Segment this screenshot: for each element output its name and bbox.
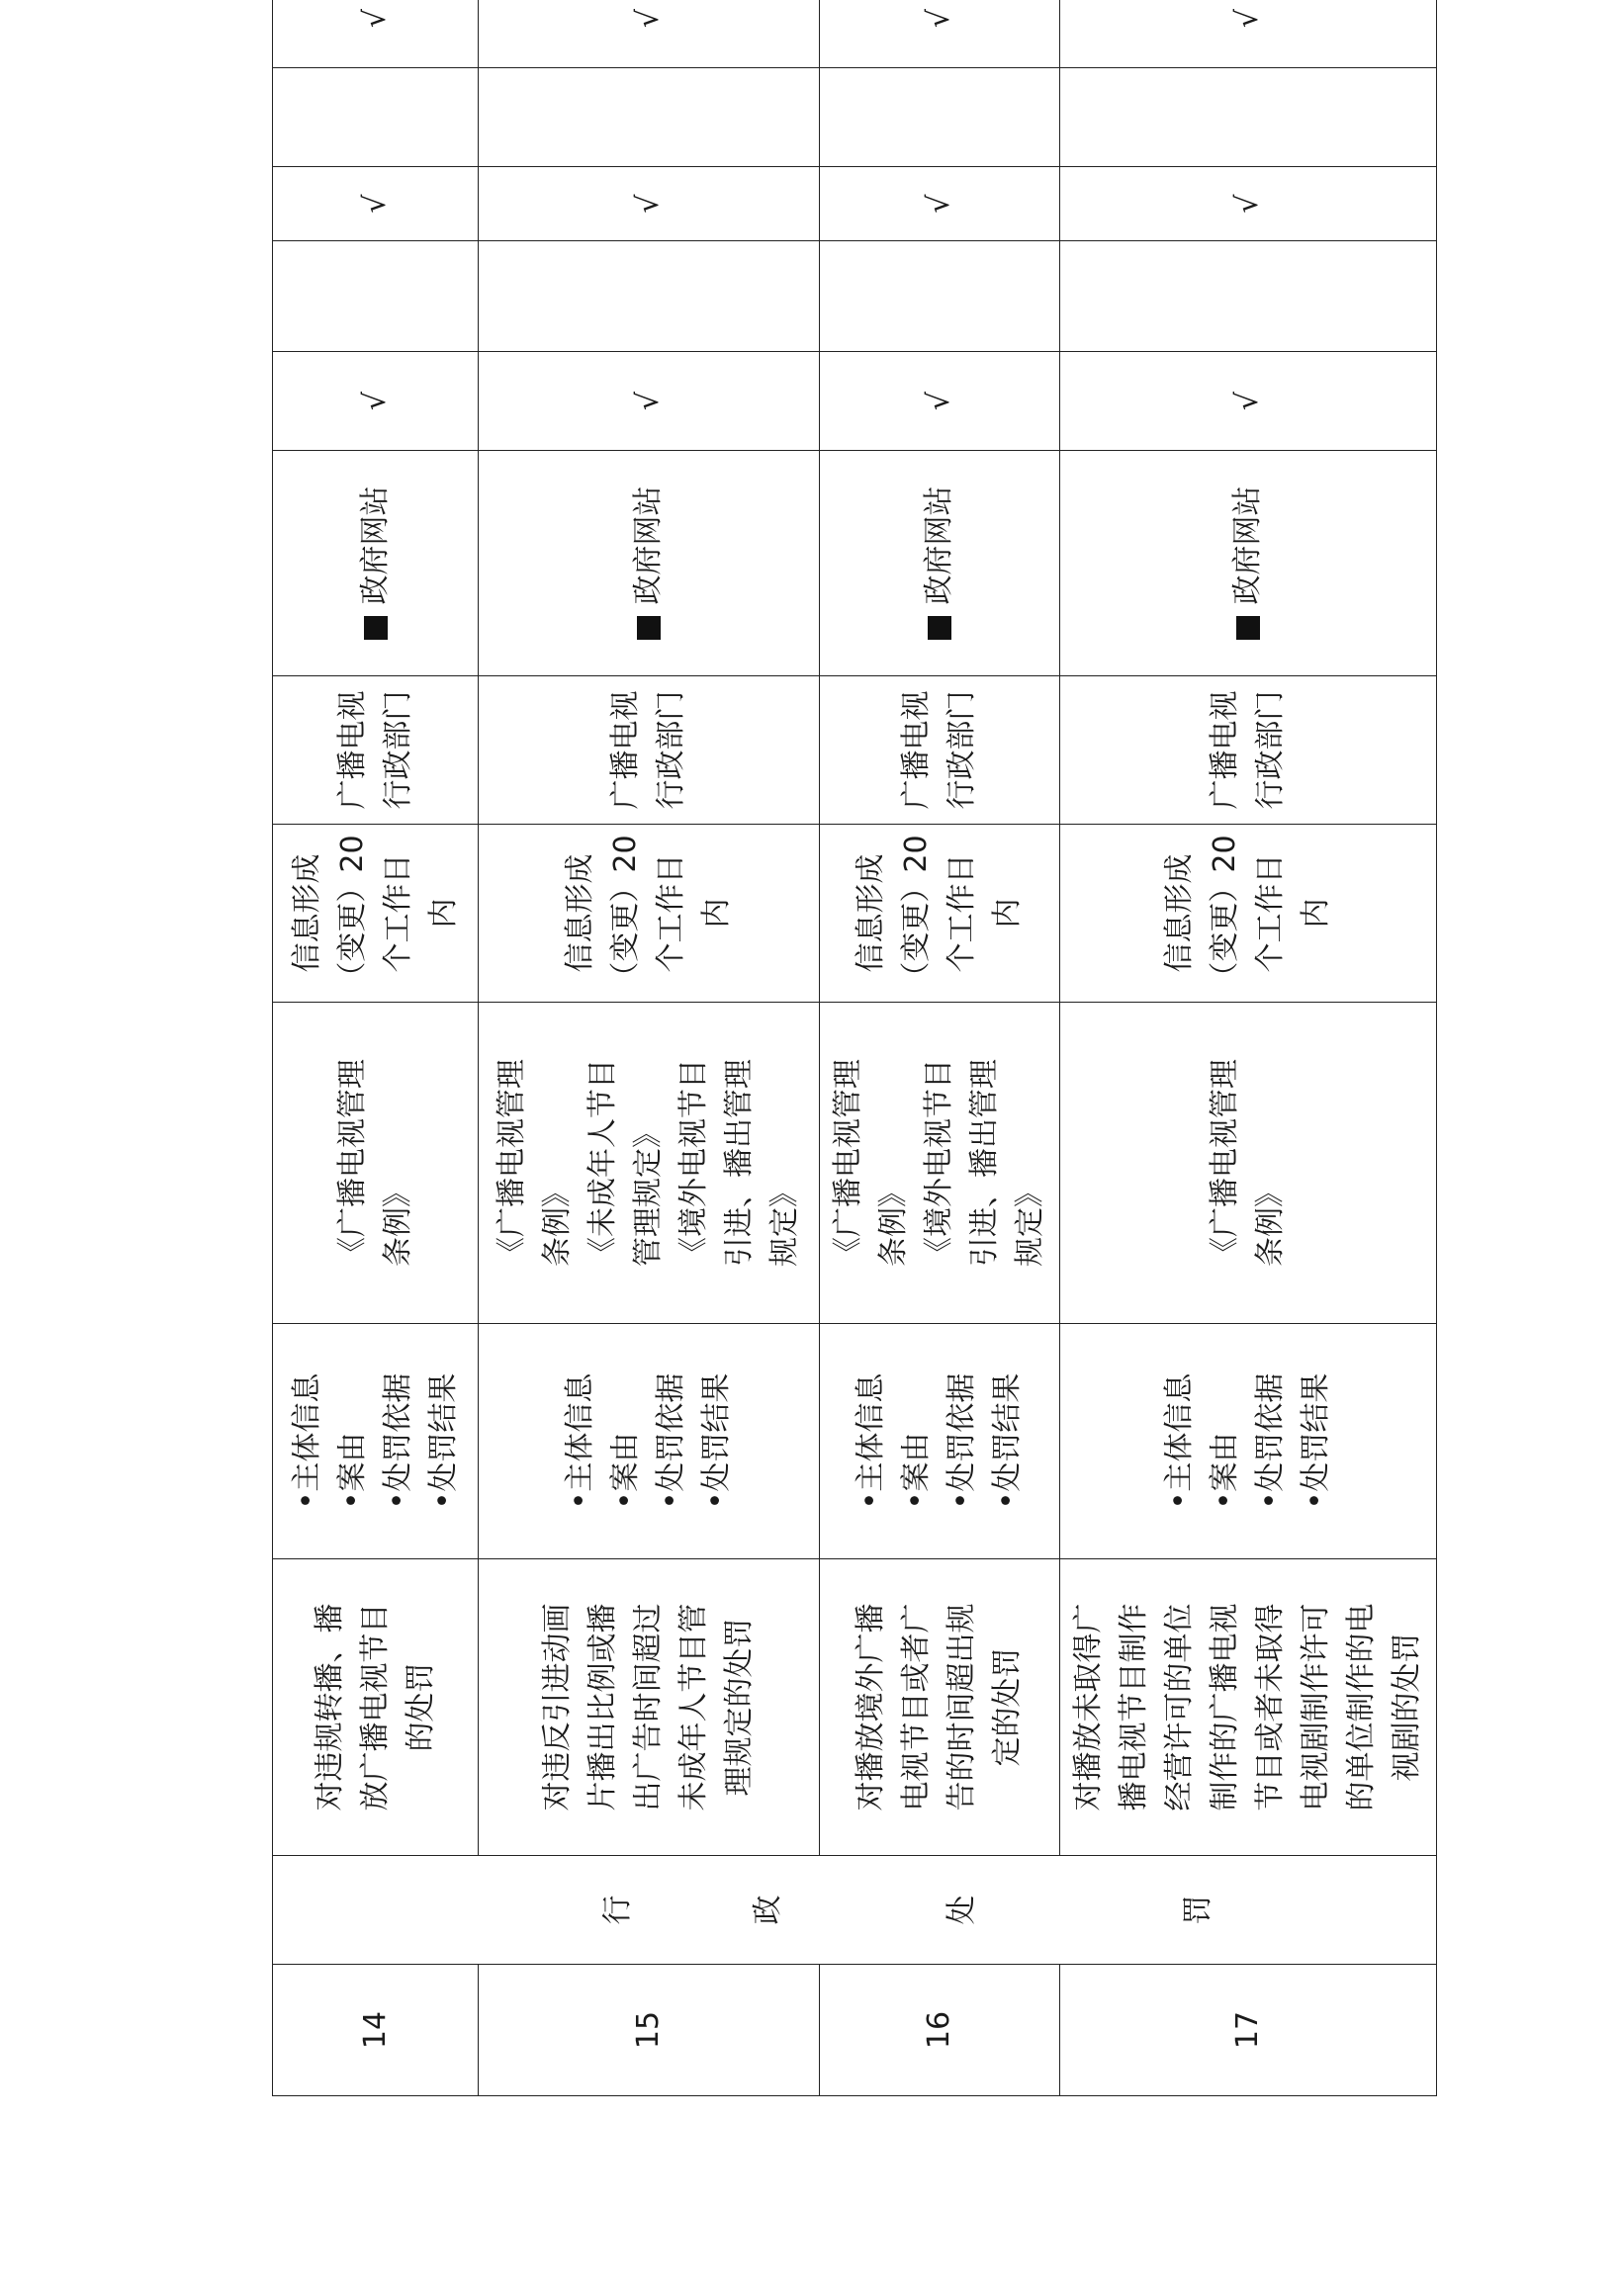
disclosure-content-line: •处罚依据: [380, 1372, 415, 1510]
check-cell: [820, 68, 1060, 167]
item-name: [1060, 1559, 1437, 1856]
legal-basis-line: 条例》: [876, 1178, 911, 1267]
rotated-page: [272, 8, 1424, 2096]
item-name: [479, 1559, 820, 1856]
channel-label: 政府网站: [1230, 486, 1265, 605]
item-name-line: 电视节目或者广: [899, 1603, 934, 1811]
legal-basis: [820, 1003, 1060, 1324]
item-name-line: 对违规转播、播: [312, 1603, 347, 1811]
disclosure-content-line: •案由: [899, 1432, 934, 1510]
legal-basis-line: 《广播电视管理: [831, 1059, 865, 1267]
row-index: 14: [273, 1965, 479, 2096]
item-name-line: 放广播电视节目: [357, 1603, 393, 1811]
table-row: [820, 0, 1060, 2096]
disclosure-subject: [1060, 676, 1437, 825]
item-name-line: 电视剧制作许可: [1299, 1603, 1333, 1811]
check-cell: [273, 241, 479, 352]
legal-basis-line: 《广播电视管理: [1208, 1059, 1242, 1267]
item-name: [273, 1559, 479, 1856]
disclosure-subject-text: [603, 691, 694, 810]
check-cell: [479, 68, 820, 167]
legal-basis-line: 《境外电视节目: [676, 1059, 711, 1267]
disclosure-time: [479, 825, 820, 1003]
check-cell: [1060, 68, 1437, 167]
disclosure-subject-line: 行政部门: [654, 690, 688, 810]
disclosure-content-line: •案由: [608, 1432, 643, 1510]
disclosure-content-line: •处罚结果: [699, 1372, 734, 1510]
disclosure-time-line: 个工作日: [1253, 853, 1288, 973]
channel-label: 政府网站: [631, 486, 666, 605]
item-name-line: 对违反引进动画: [540, 1603, 575, 1811]
disclosure-content-line: •处罚依据: [654, 1372, 688, 1510]
disclosure-channel: [479, 451, 820, 676]
disclosure-content-text: [849, 1373, 1031, 1510]
check-cell: [479, 241, 820, 352]
disclosure-subject-line: 行政部门: [944, 690, 979, 810]
disclosure-time-line: 信息形成: [854, 853, 888, 973]
disclosure-time-line: 信息形成: [1162, 853, 1197, 973]
row-index: 17: [1060, 1965, 1437, 2096]
disclosure-subject-line: 广播电视: [608, 690, 643, 810]
item-name: [820, 1559, 1060, 1856]
legal-basis-line: 引进、播出管理: [722, 1059, 757, 1267]
disclosure-content: [273, 1324, 479, 1559]
checked-square-icon: [637, 617, 661, 641]
disclosure-content-line: •处罚结果: [1299, 1372, 1333, 1510]
disclosure-content-line: •主体信息: [1162, 1372, 1197, 1510]
legal-basis-text: [490, 1059, 808, 1267]
disclosure-content-text: [1157, 1373, 1339, 1510]
category-cell: [273, 1856, 1437, 1965]
disclosure-content: [820, 1324, 1060, 1559]
item-name-line: 播电视节目制作: [1117, 1603, 1151, 1811]
legal-basis-text: [330, 1059, 421, 1267]
disclosure-content-line: •主体信息: [289, 1372, 324, 1510]
channel-label: 政府网站: [922, 486, 956, 605]
legal-basis: [273, 1003, 479, 1324]
item-name-line: 的处罚: [403, 1662, 438, 1752]
disclosure-subject-line: 行政部门: [380, 690, 415, 810]
disclosure-content-text: [558, 1373, 740, 1510]
check-cell: √: [479, 0, 820, 68]
disclosure-channel: [1060, 451, 1437, 676]
disclosure-time-line: 个工作日: [944, 853, 979, 973]
disclosure-subject-line: 行政部门: [1253, 690, 1288, 810]
disclosure-content-line: •处罚依据: [944, 1372, 979, 1510]
legal-basis-line: 《广播电视管理: [334, 1059, 370, 1267]
check-cell: √: [273, 0, 479, 68]
legal-basis-line: 规定》: [1013, 1178, 1047, 1267]
disclosure-content-line: •主体信息: [854, 1372, 888, 1510]
check-cell: √: [479, 167, 820, 241]
disclosure-time: [820, 825, 1060, 1003]
disclosure-content-line: •处罚依据: [1253, 1372, 1288, 1510]
item-name-text: [535, 1604, 763, 1811]
item-name-text: [1066, 1604, 1430, 1811]
disclosure-subject-line: 广播电视: [334, 690, 370, 810]
disclosure-time-line: 信息形成: [289, 853, 324, 973]
legal-basis-line: 《广播电视管理: [495, 1059, 529, 1267]
legal-basis-text: [1203, 1059, 1294, 1267]
table-row: [1060, 0, 1437, 2096]
row-index: 15: [479, 1965, 820, 2096]
check-cell: √: [1060, 352, 1437, 451]
disclosure-subject-line: 广播电视: [899, 690, 934, 810]
legal-basis-line: 管理规定》: [631, 1118, 666, 1267]
disclosure-channel: [273, 451, 479, 676]
check-cell: √: [820, 352, 1060, 451]
item-name-line: 定的处罚: [990, 1647, 1025, 1767]
check-cell: [820, 241, 1060, 352]
item-name-line: 理规定的处罚: [722, 1618, 757, 1797]
legal-basis-line: 条例》: [540, 1178, 575, 1267]
disclosure-subject-text: [1203, 691, 1294, 810]
check-cell: √: [479, 352, 820, 451]
disclosure-time-text: [285, 835, 467, 991]
disclosure-time-line: （变更）20: [899, 835, 934, 992]
disclosure-time-line: （变更）20: [608, 835, 643, 992]
disclosure-time-line: （变更）20: [334, 835, 370, 992]
disclosure-channel: [820, 451, 1060, 676]
item-name-line: 制作的广播电视: [1208, 1603, 1242, 1811]
legal-basis: [1060, 1003, 1437, 1324]
legal-basis-line: 《未成年人节目: [585, 1059, 620, 1267]
legal-basis-line: 《境外电视节目: [922, 1059, 956, 1267]
disclosure-content-line: •主体信息: [563, 1372, 597, 1510]
item-name-line: 经营许可的单位: [1162, 1603, 1197, 1811]
disclosure-content-line: •案由: [1208, 1432, 1242, 1510]
category-char: 政: [751, 1895, 786, 1925]
disclosure-time: [1060, 825, 1437, 1003]
disclosure-time-line: 内: [699, 898, 734, 928]
item-name-line: 对播放未取得广: [1071, 1603, 1106, 1811]
category-char: 处: [944, 1895, 979, 1925]
table-row: [273, 0, 479, 2096]
checked-square-icon: [1236, 617, 1260, 641]
legal-basis-line: 规定》: [767, 1178, 802, 1267]
disclosure-time: [273, 825, 479, 1003]
item-name-line: 片播出比例或播: [585, 1603, 620, 1811]
disclosure-time-text: [1157, 835, 1339, 991]
disclosure-time-text: [558, 835, 740, 991]
disclosure-subject: [820, 676, 1060, 825]
check-cell: √: [820, 167, 1060, 241]
item-name-line: 未成年人节目管: [676, 1603, 711, 1811]
check-cell: [1060, 241, 1437, 352]
disclosure-subject-text: [894, 691, 985, 810]
channel-label: 政府网站: [357, 486, 393, 605]
disclosure-content: [1060, 1324, 1437, 1559]
legal-basis: [479, 1003, 820, 1324]
disclosure-time-line: 内: [1299, 898, 1333, 928]
item-name-line: 对播放境外广播: [854, 1603, 888, 1811]
check-cell: √: [273, 167, 479, 241]
row-index: 16: [820, 1965, 1060, 2096]
disclosure-subject-line: 广播电视: [1208, 690, 1242, 810]
disclosure-time-line: 内: [990, 898, 1025, 928]
disclosure-content-line: •处罚结果: [990, 1372, 1025, 1510]
category-char: 罚: [1181, 1895, 1216, 1925]
disclosure-subject: [479, 676, 820, 825]
legal-basis-line: 条例》: [1253, 1178, 1288, 1267]
disclosure-time-line: 信息形成: [563, 853, 597, 973]
table-body: [273, 0, 1437, 2096]
category-char: 行: [600, 1895, 636, 1925]
disclosure-content-text: [285, 1373, 467, 1510]
item-name-text: [849, 1604, 1031, 1811]
item-name-line: 的单位制作的电: [1344, 1603, 1379, 1811]
disclosure-content-line: •案由: [334, 1432, 370, 1510]
item-name-line: 出广告时间超过: [631, 1603, 666, 1811]
disclosure-content-line: •处罚结果: [425, 1372, 461, 1510]
disclosure-time-line: 个工作日: [654, 853, 688, 973]
item-name-line: 视剧的处罚: [1390, 1633, 1424, 1782]
item-name-line: 告的时间超出规: [944, 1603, 979, 1811]
checked-square-icon: [364, 617, 388, 641]
check-cell: [273, 68, 479, 167]
disclosure-time-line: 内: [425, 898, 461, 928]
disclosure-subject: [273, 676, 479, 825]
check-cell: √: [273, 352, 479, 451]
check-cell: √: [1060, 0, 1437, 68]
item-name-text: [308, 1604, 444, 1811]
disclosure-content: [479, 1324, 820, 1559]
table-row: [479, 0, 820, 2096]
disclosure-table: [272, 0, 1437, 2096]
checked-square-icon: [928, 617, 951, 641]
disclosure-time-text: [849, 835, 1031, 991]
disclosure-subject-text: [330, 691, 421, 810]
check-cell: √: [820, 0, 1060, 68]
disclosure-time-line: （变更）20: [1208, 835, 1242, 992]
legal-basis-line: 条例》: [380, 1178, 415, 1267]
check-cell: √: [1060, 167, 1437, 241]
disclosure-time-line: 个工作日: [380, 853, 415, 973]
legal-basis-text: [826, 1059, 1053, 1267]
item-name-line: 节目或者未取得: [1253, 1603, 1288, 1811]
legal-basis-line: 引进、播出管理: [967, 1059, 1002, 1267]
